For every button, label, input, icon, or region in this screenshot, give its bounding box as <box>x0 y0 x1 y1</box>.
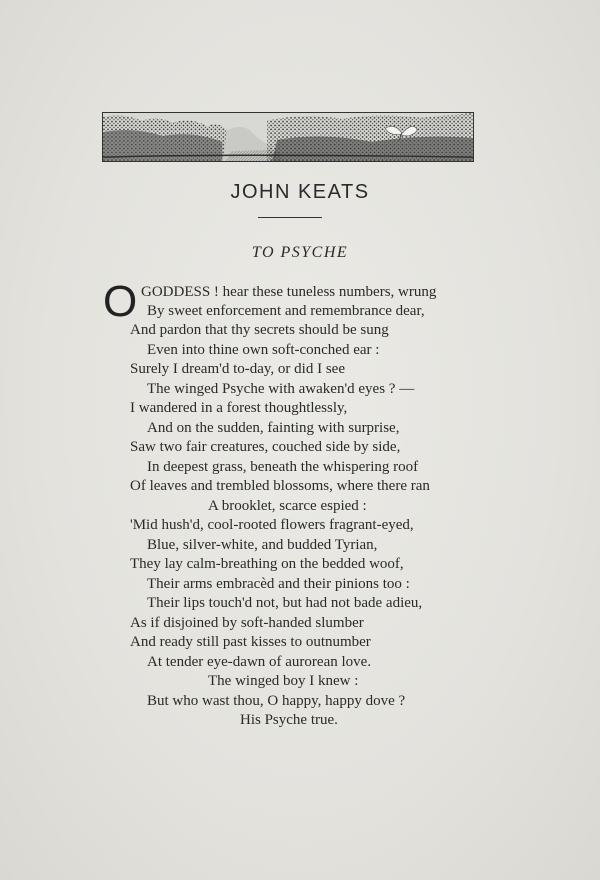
poem-line: GODDESS ! hear these tuneless numbers, wrung <box>141 284 437 300</box>
title-divider <box>258 217 322 218</box>
poem-line: Blue, silver-white, and budded Tyrian, <box>147 537 378 553</box>
poem-line: And on the sudden, fainting with surprise, <box>147 420 400 436</box>
poem-line: I wandered in a forest thoughtlessly, <box>130 400 348 416</box>
poem-line: And pardon that thy secrets should be sung <box>130 322 389 338</box>
header-engraving <box>102 112 474 162</box>
poem-title: TO PSYCHE <box>251 244 349 261</box>
woodland-butterfly-engraving-icon <box>103 113 473 161</box>
poem-line: At tender eye-dawn of aurorean love. <box>147 654 372 670</box>
poem-line: Even into thine own soft-conched ear : <box>147 342 380 358</box>
poem-line: And ready still past kisses to outnumber <box>130 634 371 650</box>
poem-line: Surely I dream'd to-day, or did I see <box>130 361 345 377</box>
poem-line: Saw two fair creatures, couched side by side, <box>130 439 401 455</box>
author-name: JOHN KEATS <box>230 181 370 203</box>
poem-line: They lay calm-breathing on the bedded woof, <box>130 556 404 572</box>
drop-cap: O <box>103 277 138 326</box>
poem-line: 'Mid hush'd, cool-rooted flowers fragrant-eyed, <box>130 517 414 533</box>
poem-line: The winged Psyche with awaken'd eyes ? — <box>147 381 415 397</box>
poem-line: His Psyche true. <box>240 712 338 728</box>
poem-line: The winged boy I knew : <box>208 673 359 689</box>
poem-line: As if disjoined by soft-handed slumber <box>130 615 364 631</box>
poem-line: Their arms embracèd and their pinions too : <box>147 576 410 592</box>
poem-line: Their lips touch'd not, but had not bade adieu, <box>147 595 423 611</box>
poem-line: By sweet enforcement and remembrance dear, <box>147 303 425 319</box>
poem-line: Of leaves and trembled blossoms, where there ran <box>130 478 430 494</box>
poem-line: But who wast thou, O happy, happy dove ? <box>147 693 406 709</box>
poem-line: A brooklet, scarce espied : <box>208 498 367 514</box>
poem-line: In deepest grass, beneath the whispering roof <box>147 459 419 475</box>
